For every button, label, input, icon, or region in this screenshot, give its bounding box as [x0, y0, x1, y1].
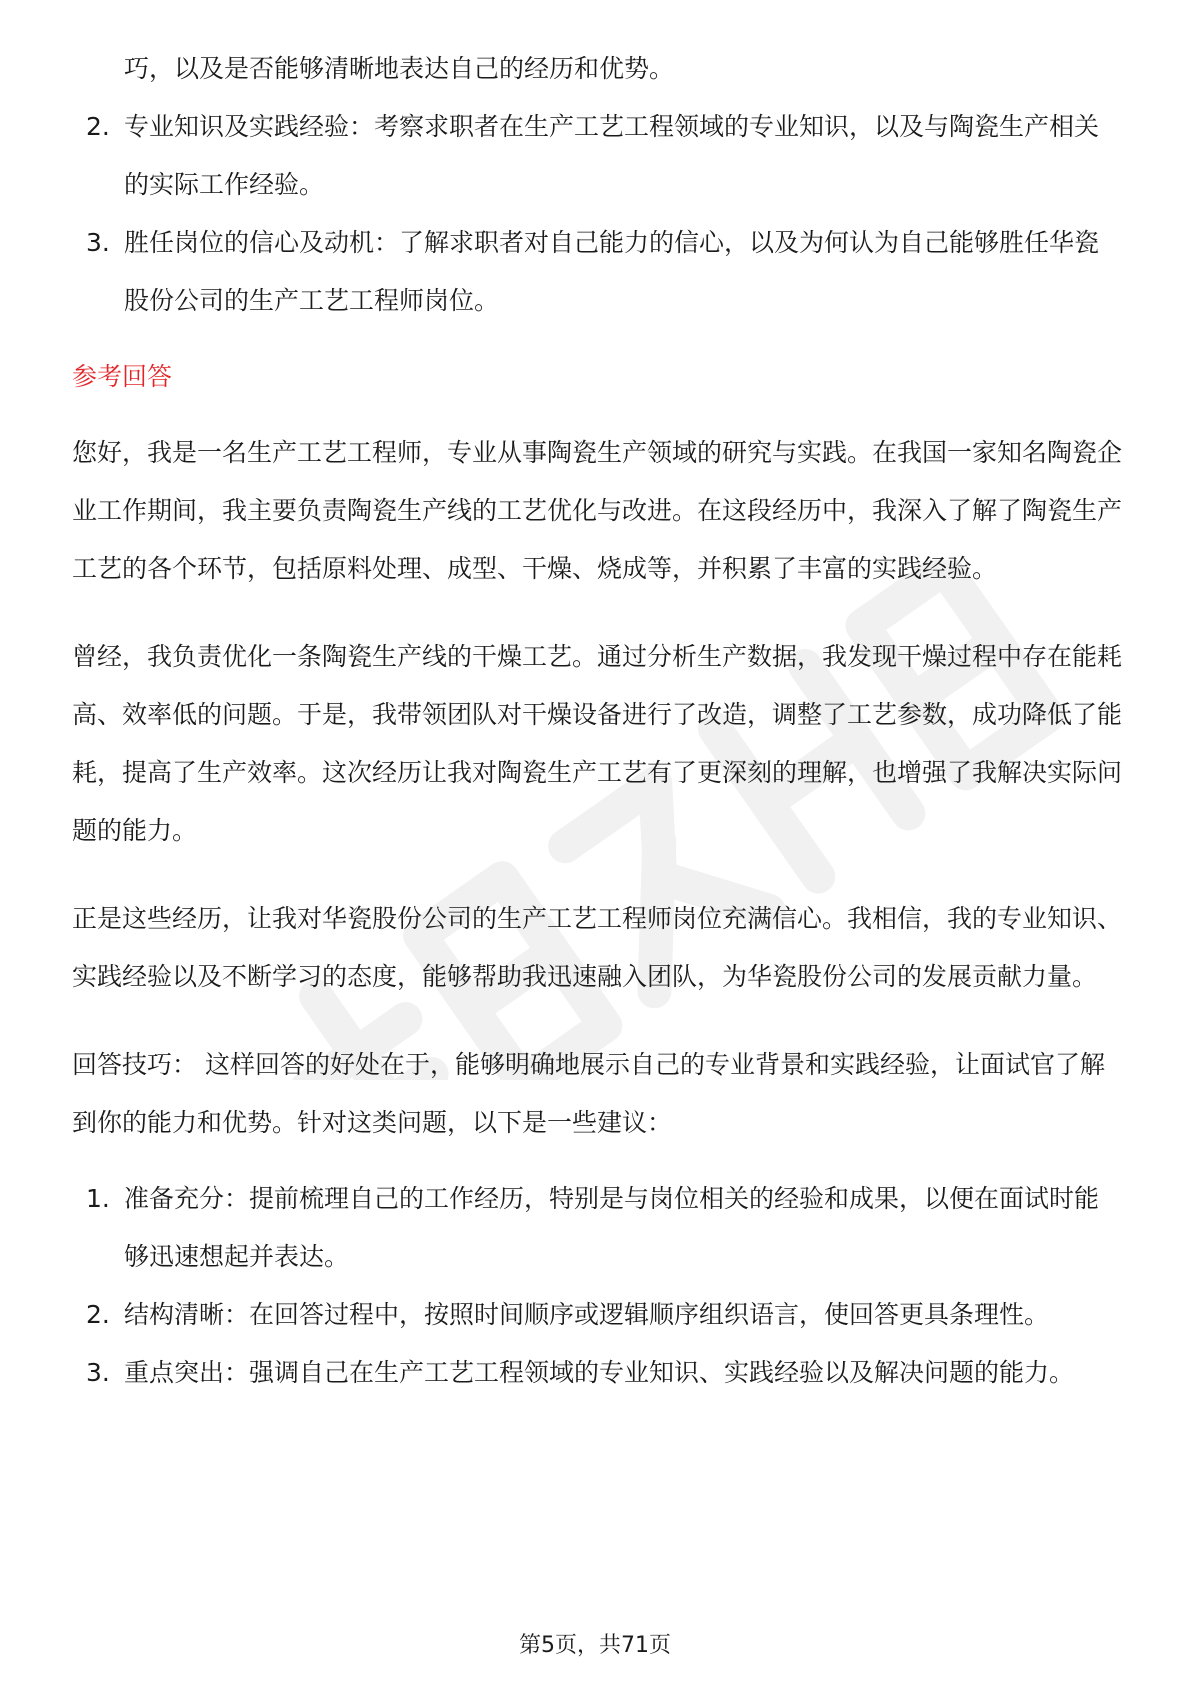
list-item: [72, 1344, 1122, 1402]
list-item: [72, 98, 1122, 214]
list-item-number: 3.: [86, 228, 110, 257]
answer-paragraph: 您好，我是一名生产工艺工程师，专业从事陶瓷生产领域的研究与实践。在我国一家知名陶瓷企业工作期间，我主要负责陶瓷生产线的工艺优化与改进。在这段经历中，我深入了解了陶瓷生产工艺的各个环节，包括原料处理、成型、干燥、烧成等，并积累了丰富的实践经验。: [72, 438, 1123, 583]
answer-paragraph: 正是这些经历，让我对华瓷股份公司的生产工艺工程师岗位充满信心。我相信，我的专业知识、实践经验以及不断学习的态度，能够帮助我迅速融入团队，为华瓷股份公司的发展贡献力量。: [72, 904, 1123, 991]
focus-list: [72, 98, 1122, 330]
list-item-number: 2.: [86, 1300, 110, 1329]
list-item: [72, 1170, 1122, 1286]
list-item-text: 准备充分：提前梳理自己的工作经历，特别是与岗位相关的经验和成果，以便在面试时能够迅速想起并表达。: [124, 1184, 1100, 1271]
reference-answer-heading: 参考回答: [72, 362, 173, 391]
tips-intro: 回答技巧： 这样回答的好处在于，能够明确地展示自己的专业背景和实践经验，让面试官了解到你的能力和优势。针对这类问题，以下是一些建议：: [72, 1050, 1105, 1137]
list-item-text: 结构清晰：在回答过程中，按照时间顺序或逻辑顺序组织语言，使回答更具条理性。: [124, 1300, 1050, 1329]
document-body: [72, 40, 1122, 1402]
list-item-number: 3.: [86, 1358, 110, 1387]
list-item-number: 1.: [86, 1184, 110, 1213]
list-item-text: 重点突出：强调自己在生产工艺工程领域的专业知识、实践经验以及解决问题的能力。: [124, 1358, 1075, 1387]
page-number-footer: 第5页，共71页: [519, 1633, 671, 1658]
list-item: [72, 214, 1122, 330]
list-item: [72, 1286, 1122, 1344]
list-item-number: 2.: [86, 112, 110, 141]
list-item-continuation: 巧，以及是否能够清晰地表达自己的经历和优势。: [124, 54, 675, 83]
answer-paragraph: 曾经，我负责优化一条陶瓷生产线的干燥工艺。通过分析生产数据，我发现干燥过程中存在能耗高、效率低的问题。于是，我带领团队对干燥设备进行了改造，调整了工艺参数，成功降低了能耗，提高了生产效率。这次经历让我对陶瓷生产工艺有了更深刻的理解，也增强了我解决实际问题的能力。: [72, 642, 1123, 845]
tips-list: [72, 1170, 1122, 1402]
list-item-text: 专业知识及实践经验：考察求职者在生产工艺工程领域的专业知识，以及与陶瓷生产相关的实际工作经验。: [124, 112, 1100, 199]
list-item-text: 胜任岗位的信心及动机：了解求职者对自己能力的信心，以及为何认为自己能够胜任华瓷股份公司的生产工艺工程师岗位。: [124, 228, 1100, 315]
